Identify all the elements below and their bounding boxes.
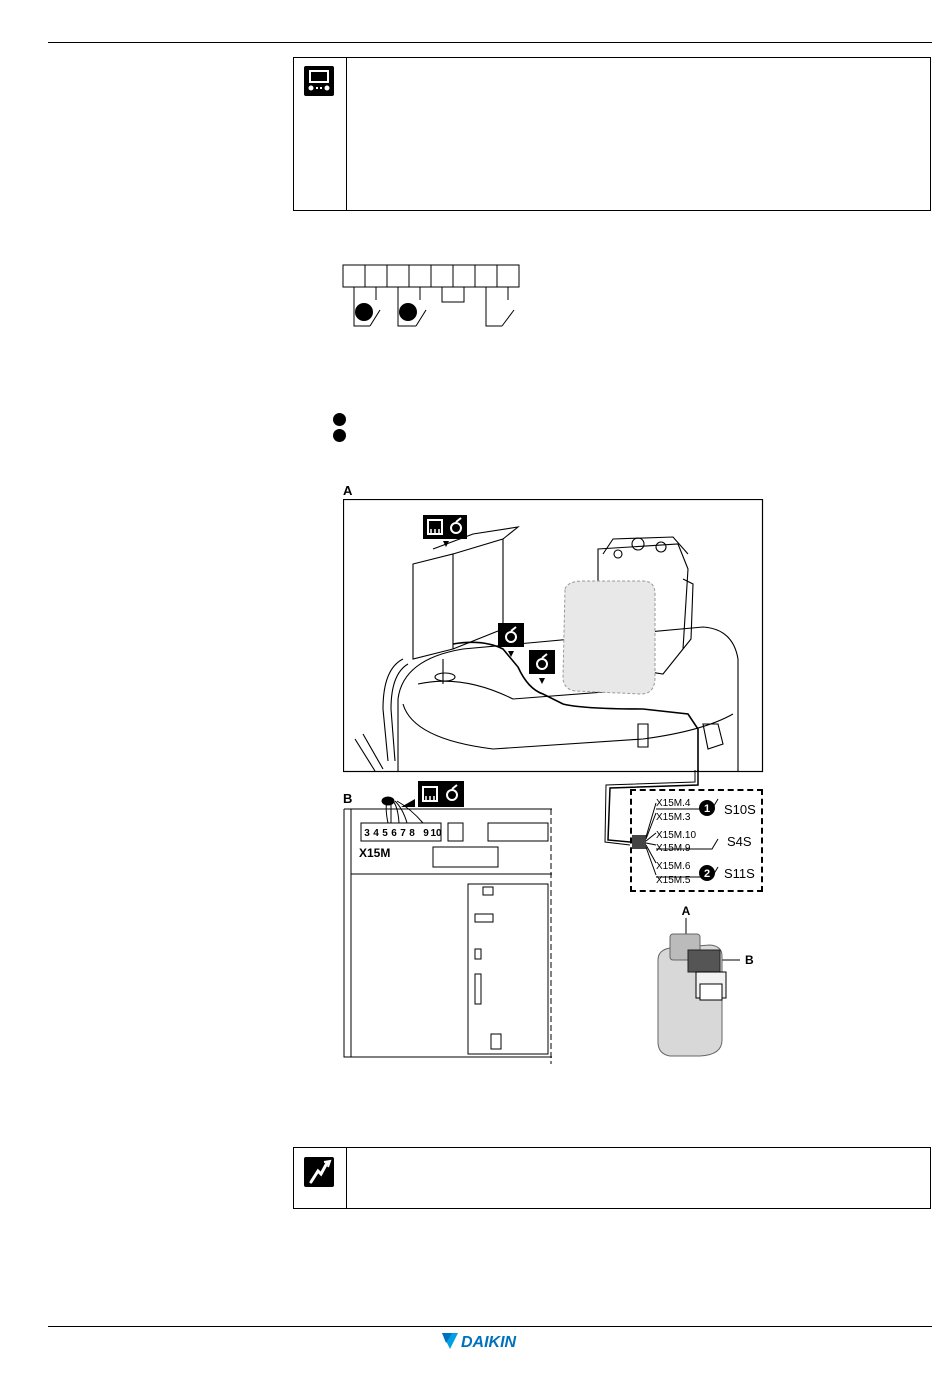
switch-label: S4S <box>727 834 752 849</box>
legend-terminal-bottom: X15M.5 <box>656 875 691 886</box>
switch-label: S11S <box>724 866 755 881</box>
user-interface-icon <box>304 66 334 96</box>
terminal-number: 8 <box>409 828 415 839</box>
panel-a-label: A <box>343 483 353 498</box>
terminal-number: 3 <box>364 828 370 839</box>
terminal-block-label: X15M <box>359 846 391 860</box>
panel-b-illustration <box>343 779 563 1064</box>
callout-number: 2 <box>703 868 711 880</box>
terminal-number: 7 <box>400 828 406 839</box>
callout-1-marker <box>355 303 373 321</box>
user-interface-note-box <box>293 57 931 211</box>
daikin-logo <box>440 1331 540 1351</box>
terminal-number: 9 <box>423 828 429 839</box>
daikin-logo-icon <box>440 1331 540 1351</box>
terminal-number: 10 <box>430 828 442 839</box>
legend-terminal-top: X15M.10 <box>656 830 697 841</box>
connector-detail <box>640 900 770 1060</box>
panel-a-illustration <box>343 499 764 773</box>
terminal-number: 5 <box>382 828 388 839</box>
legend-bullet-1 <box>333 413 346 426</box>
detail-label-b: B <box>745 953 754 967</box>
brand-name: DAIKIN <box>461 1334 517 1351</box>
switch-label: S10S <box>724 802 756 817</box>
detail-label-a: A <box>681 904 691 918</box>
legend-terminal-top: X15M.6 <box>656 861 691 872</box>
terminal-number: 4 <box>373 828 379 839</box>
note-icon-cell <box>294 58 347 210</box>
legend-terminal-top: X15M.4 <box>656 798 691 809</box>
legend-terminal-bottom: X15M.3 <box>656 812 691 823</box>
wiring-legend-box <box>630 789 763 892</box>
wiring-legend-svg <box>630 789 763 892</box>
header-rule <box>48 42 932 43</box>
terminal-number: 6 <box>391 828 397 839</box>
installer-tool-icon <box>304 1157 334 1187</box>
footer-rule <box>48 1326 932 1327</box>
legend-bullet-2 <box>333 429 346 442</box>
terminal-strip-schematic <box>340 262 530 337</box>
legend-terminal-bottom: X15M.9 <box>656 843 691 854</box>
callout-2-marker <box>399 303 417 321</box>
panel-b-label: B <box>343 791 353 806</box>
installer-note-box <box>293 1147 931 1209</box>
note-icon-cell <box>294 1148 347 1208</box>
callout-number: 1 <box>703 803 711 815</box>
